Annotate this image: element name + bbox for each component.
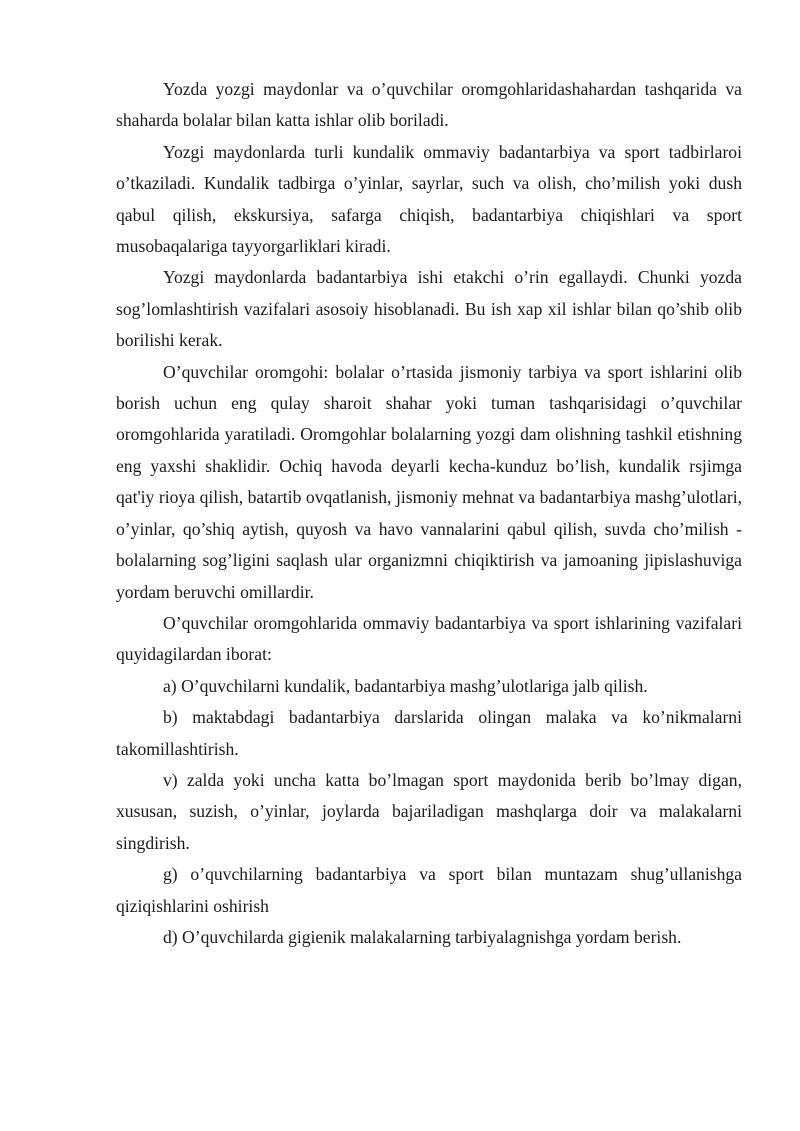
paragraph-student-camp: O’quvchilar oromgohi: bolalar o’rtasida jismoniy tarbiya va sport ishlarini olib borish uchun eng qulay sharoit shahar yoki tuman tashqarisidagi o’quvchilar oromgohlarida yaratiladi. Oromgohlar bolalarning yozgi dam olishning tashkil etishning eng yaxshi shaklidir. Ochiq havoda deyarli kecha-kunduz bo’lish, kundalik rsjimga qat'iy rioya qilish, batartib ovqatlanish, jismoniy mehnat va badantarbiya mashg’ulotlari, o’yinlar, qo’shiq aytish, quyosh va havo vannalarini qabul qilish, suvda cho’milish - bolalarning sog’ligini saqlash ular organizmni chiqiktirish va jamoaning jipislashuviga yordam beruvchi omillardir.	[116, 361, 742, 602]
paragraph-tasks-intro: O’quvchilar oromgohlarida ommaviy badantarbiya va sport ishlarining vazifalari quyidagilardan iborat:	[116, 612, 742, 665]
paragraph-leading-role: Yozgi maydonlarda badantarbiya ishi etakchi o’rin egallaydi. Chunki yozda sog’lomlashtirish vazifalari asosoiy hisoblanadi. Bu ish xap xil ishlar bilan qo’shib olib borilishi kerak.	[116, 267, 742, 351]
list-item-v: v) zalda yoki uncha katta bo’lmagan sport maydonida berib bo’lmay digan, xususan, suzish, o’yinlar, joylarda bajariladigan mashqlarga doir va malakalarni singdirish.	[116, 769, 742, 853]
list-item-b: b) maktabdagi badantarbiya darslarida olingan malaka va ko’nikmalarni takomillashtirish.	[116, 707, 742, 759]
list-item-a: a) O’quvchilarni kundalik, badantarbiya mashg’ulotlariga jalb qilish.	[163, 675, 648, 696]
paragraph-summer-grounds: Yozgi maydonlarda turli kundalik ommaviy badantarbiya va sport tadbirlaroi o’tkaziladi. Kundalik tadbirga o’yinlar, sayrlar, such va olish, cho’milish yoki dush qabul qilish, ekskursiya, safarga chiqish, badantarbiya chiqishlari va sport musobaqalariga tayyorgarliklari kiradi.	[116, 141, 742, 257]
paragraph-summer-activities: Yozda yozgi maydonlar va o’quvchilar oromgohlaridashahardan tashqarida va shaharda bolalar bilan katta ishlar olib boriladi.	[116, 79, 742, 131]
list-item-d: d) O’quvchilarda gigienik malakalarning tarbiyalagnishga yordam berish.	[163, 926, 682, 947]
document-body	[116, 74, 742, 953]
list-item-g: g) o’quvchilarning badantarbiya va sport bilan muntazam shug’ullanishga qiziqishlarini oshirish	[116, 864, 742, 916]
